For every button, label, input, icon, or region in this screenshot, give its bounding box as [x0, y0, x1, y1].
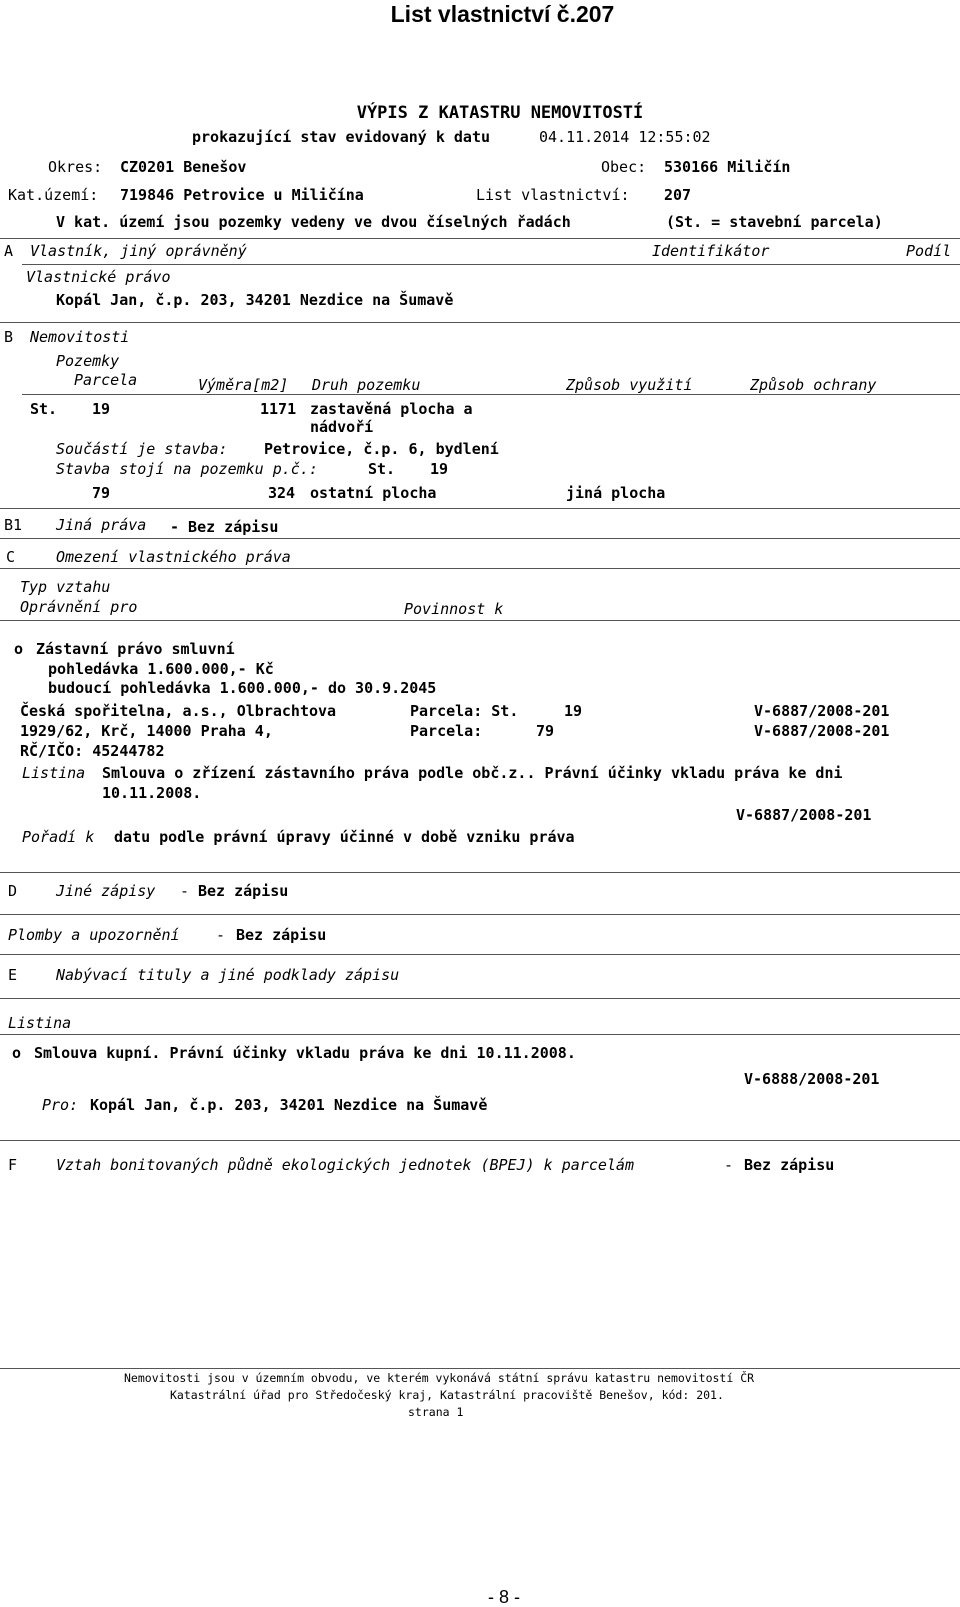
section-b1-value: - Bez zápisu	[170, 518, 279, 536]
plomby-dash: -	[216, 926, 226, 944]
row2-vymera: 324	[268, 484, 296, 502]
poradi-label: Pořadí k	[22, 828, 95, 846]
section-a-subtitle: Vlastnické právo	[26, 268, 171, 286]
divider	[22, 264, 960, 265]
lv-label: List vlastnictví:	[476, 186, 630, 204]
section-a-title: Vlastník, jiný oprávněný	[30, 242, 247, 260]
page-number: - 8 -	[488, 1587, 521, 1607]
row1-druh-line1: zastavěná plocha a	[310, 400, 473, 418]
section-a-code: A	[4, 242, 14, 260]
divider	[22, 394, 960, 395]
rady-legend: (St. = stavební parcela)	[666, 213, 883, 231]
section-f-title: Vztah bonitovaných půdně ekologických jednotek (BPEJ) k parcelám	[56, 1156, 634, 1174]
stavba-num: 19	[430, 460, 449, 478]
row1-parcela: 19	[92, 400, 111, 418]
divider	[0, 1140, 960, 1141]
divider	[0, 568, 960, 569]
section-c-code: C	[6, 548, 16, 566]
row1-vymera: 1171	[260, 400, 297, 418]
zastavni-pravo-title: Zástavní právo smluvní	[36, 640, 235, 658]
divider	[0, 1034, 960, 1035]
divider	[0, 620, 960, 621]
col-vyuziti: Způsob využití	[566, 376, 693, 394]
parcel2-ref: V-6887/2008-201	[754, 722, 890, 740]
section-e-title: Nabývací tituly a jiné podklady zápisu	[56, 966, 400, 984]
section-c-title: Omezení vlastnického práva	[56, 548, 291, 566]
creditor-line2: 1929/62, Krč, 14000 Praha 4,	[20, 722, 273, 740]
section-d-title: Jiné zápisy	[56, 882, 156, 900]
extract-heading: VÝPIS Z KATASTRU NEMOVITOSTÍ	[356, 103, 644, 123]
creditor-line3: RČ/IČO: 45244782	[20, 742, 165, 760]
section-b1-title: Jiná práva	[56, 516, 147, 534]
parcel2-num: 79	[536, 722, 555, 740]
page-title: List vlastnictví č.207	[390, 1, 615, 27]
katuzemi-label: Kat.území:	[8, 186, 99, 204]
section-d-value: Bez zápisu	[198, 882, 289, 900]
pro-label: Pro:	[42, 1096, 79, 1114]
okres-label: Okres:	[48, 158, 103, 176]
pozemky-label: Pozemky	[56, 352, 120, 370]
section-b1-code: B1	[4, 516, 23, 534]
parcel1-label: Parcela: St.	[410, 702, 519, 720]
obec-value: 530166 Miličín	[664, 158, 791, 176]
divider	[0, 238, 960, 239]
section-b-title: Nemovitosti	[30, 328, 130, 346]
listina-date: 10.11.2008.	[102, 784, 202, 802]
footer-line2: Katastrální úřad pro Středočeský kraj, Katastrální pracoviště Benešov, kód: 201.	[170, 1388, 724, 1402]
rady-note: V kat. území jsou pozemky vedeny ve dvou číselných řadách	[56, 213, 571, 231]
parcel1-num: 19	[564, 702, 583, 720]
col-ochrana: Způsob ochrany	[750, 376, 877, 394]
col-povinnost: Povinnost k	[404, 600, 504, 618]
parcel1-ref: V-6887/2008-201	[754, 702, 890, 720]
section-d-code: D	[8, 882, 18, 900]
section-f-code: F	[8, 1156, 18, 1174]
col-opravneni: Oprávnění pro	[20, 598, 138, 616]
col-podil: Podíl	[906, 242, 952, 260]
bullet: o	[14, 640, 24, 658]
plomby-title: Plomby a upozornění	[8, 926, 180, 944]
pro-value: Kopál Jan, č.p. 203, 34201 Nezdice na Šumavě	[90, 1096, 488, 1114]
okres-value: CZ0201 Benešov	[120, 158, 247, 176]
extract-subheading-label: prokazující stav evidovaný k datu	[192, 128, 491, 146]
plomby-value: Bez zápisu	[236, 926, 327, 944]
poradi-text: datu podle právní úpravy účinné v době vzniku práva	[114, 828, 575, 846]
row2-parcela: 79	[92, 484, 111, 502]
divider	[0, 872, 960, 873]
listina-text: Smlouva o zřízení zástavního práva podle obč.z.. Právní účinky vkladu práva ke dni	[102, 764, 843, 782]
section-f-value: Bez zápisu	[744, 1156, 835, 1174]
col-parcela: Parcela	[74, 371, 138, 389]
row2-druh: ostatní plocha	[310, 484, 437, 502]
creditor-line1: Česká spořitelna, a.s., Olbrachtova	[20, 702, 337, 720]
parcel2-label: Parcela:	[410, 722, 483, 740]
divider	[0, 538, 960, 539]
divider	[0, 954, 960, 955]
divider	[0, 998, 960, 999]
pohledavka: pohledávka 1.600.000,- Kč	[48, 660, 274, 678]
divider	[0, 508, 960, 509]
lv-value: 207	[664, 186, 692, 204]
katuzemi-value: 719846 Petrovice u Miličína	[120, 186, 364, 204]
soucasti-value: Petrovice, č.p. 6, bydlení	[264, 440, 499, 458]
footer-page: strana 1	[408, 1405, 464, 1419]
row1-druh-line2: nádvoří	[310, 418, 374, 436]
listina-ref: V-6887/2008-201	[736, 806, 872, 824]
kupni-ref: V-6888/2008-201	[744, 1070, 880, 1088]
budouci-pohledavka: budoucí pohledávka 1.600.000,- do 30.9.2045	[48, 679, 437, 697]
listina-label: Listina	[22, 764, 86, 782]
col-typ-vztahu: Typ vztahu	[20, 578, 111, 596]
col-identifikator: Identifikátor	[652, 242, 770, 260]
extract-date: 04.11.2014 12:55:02	[539, 128, 711, 146]
obec-label: Obec:	[601, 158, 647, 176]
row1-prefix: St.	[30, 400, 58, 418]
divider	[0, 914, 960, 915]
stavba-prefix: St.	[368, 460, 396, 478]
section-b-code: B	[4, 328, 14, 346]
kupni-smlouva: Smlouva kupní. Právní účinky vkladu práva ke dni 10.11.2008.	[34, 1044, 576, 1062]
divider	[0, 322, 960, 323]
section-e-code: E	[8, 966, 18, 984]
row2-vyuziti: jiná plocha	[566, 484, 666, 502]
owner-name: Kopál Jan, č.p. 203, 34201 Nezdice na Šumavě	[56, 291, 454, 309]
section-e-listina-label: Listina	[8, 1014, 72, 1032]
col-vymera: Výměra[m2]	[198, 376, 289, 394]
footer-line1: Nemovitosti jsou v územním obvodu, ve kterém vykonává státní správu katastru nemovitostí ČR	[124, 1371, 755, 1385]
bullet: o	[12, 1044, 22, 1062]
col-druh: Druh pozemku	[312, 376, 421, 394]
section-f-dash: -	[724, 1156, 734, 1174]
stavba-label: Stavba stojí na pozemku p.č.:	[56, 460, 318, 478]
soucasti-label: Součástí je stavba:	[56, 440, 228, 458]
section-d-dash: -	[180, 882, 190, 900]
footer-divider	[0, 1368, 960, 1369]
